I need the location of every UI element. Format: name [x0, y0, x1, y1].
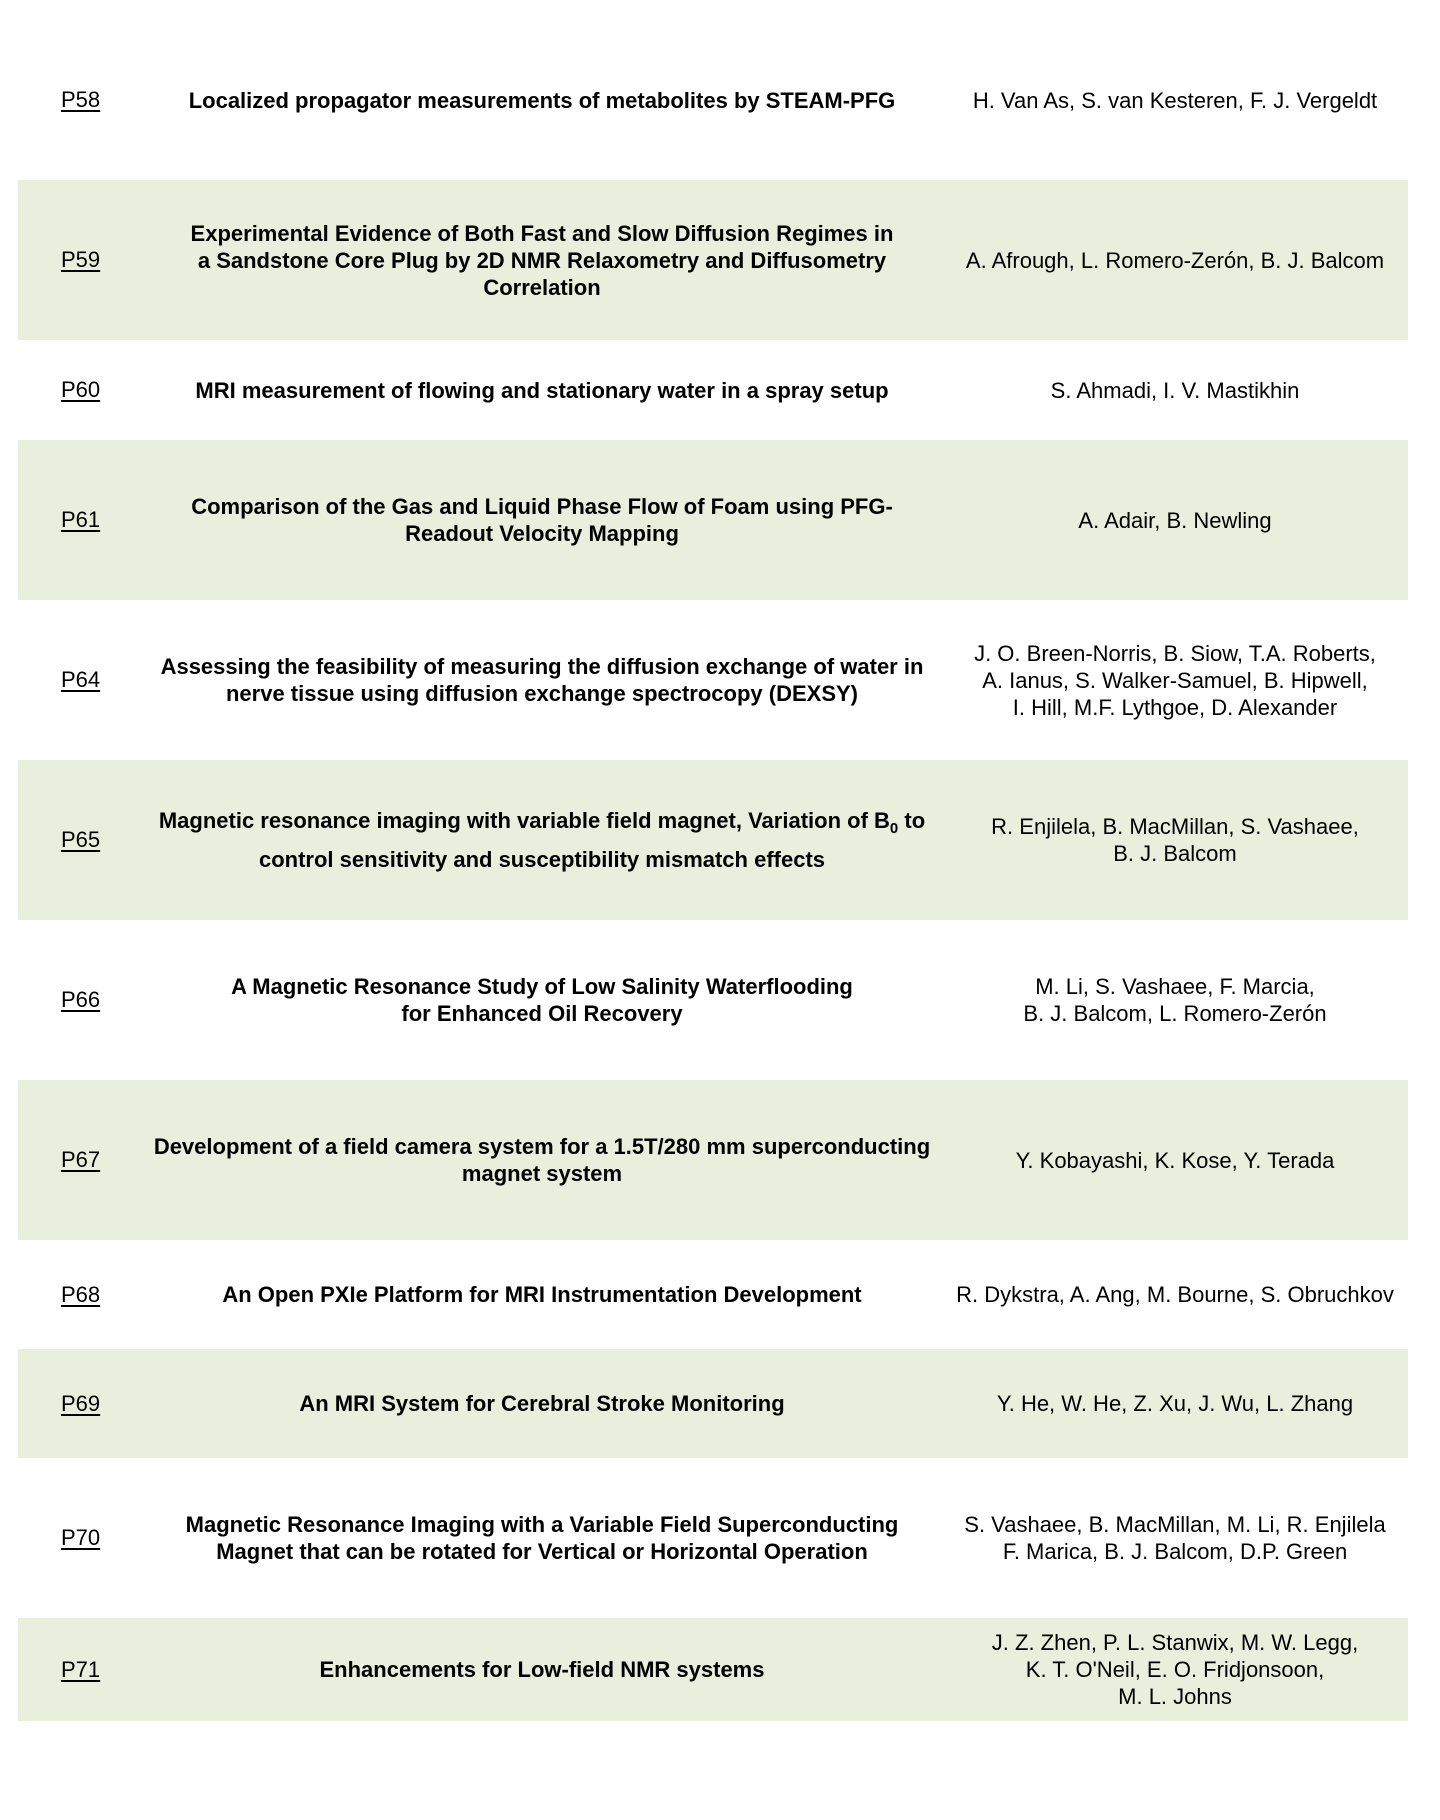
poster-authors-line: M. Li, S. Vashaee, F. Marcia,: [1035, 974, 1315, 999]
poster-table: [18, 20, 1408, 1721]
poster-authors-line: F. Marica, B. J. Balcom, D.P. Green: [1002, 1539, 1348, 1564]
table-row: [18, 180, 1408, 340]
poster-id-link[interactable]: P69: [61, 1390, 101, 1416]
poster-authors-line: R. Enjilela, B. MacMillan, S. Vashaee,: [991, 814, 1359, 839]
poster-title-line: A Magnetic Resonance Study of Low Salinity Waterflooding: [231, 974, 853, 999]
poster-title-line: Comparison of the Gas and Liquid Phase Flow of Foam using PFG-: [191, 494, 893, 519]
poster-id-link[interactable]: P71: [61, 1656, 101, 1682]
poster-title-text: Magnetic resonance imaging with variable field magnet, Variation of B: [158, 808, 890, 833]
poster-authors: [942, 1390, 1408, 1417]
poster-authors: [942, 1147, 1408, 1174]
poster-authors-line: Y. Kobayashi, K. Kose, Y. Terada: [1015, 1147, 1335, 1173]
poster-authors-line: A. Adair, B. Newling: [1078, 507, 1272, 533]
poster-id-link[interactable]: P59: [61, 247, 101, 272]
table-row: [18, 760, 1408, 920]
poster-title-line: Magnetic Resonance Imaging with a Variable Field Superconducting: [185, 1512, 899, 1537]
poster-title-line: magnet system: [461, 1161, 623, 1186]
table-row: [18, 20, 1408, 180]
poster-title: [142, 220, 942, 301]
poster-authors-line: M. L. Johns: [1118, 1684, 1232, 1709]
poster-title-line: Experimental Evidence of Both Fast and Slow Diffusion Regimes in: [190, 220, 894, 246]
poster-id-link[interactable]: P68: [61, 1281, 101, 1307]
poster-title-line: [142, 807, 942, 842]
poster-authors-line: I. Hill, M.F. Lythgoe, D. Alexander: [1012, 694, 1338, 720]
poster-id-link[interactable]: P65: [61, 827, 101, 852]
poster-title: [142, 1656, 942, 1683]
poster-authors-line: S. Ahmadi, I. V. Mastikhin: [1050, 377, 1300, 403]
poster-authors: [942, 973, 1408, 1027]
table-row: [18, 920, 1408, 1080]
poster-id-link[interactable]: P60: [61, 377, 101, 402]
poster-title-line: Magnet that can be rotated for Vertical or Horizontal Operation: [216, 1539, 868, 1564]
poster-authors-line: B. J. Balcom: [1113, 841, 1237, 866]
poster-title: [142, 1511, 942, 1565]
poster-authors: [942, 1511, 1408, 1565]
poster-title-line: control sensitivity and susceptibility mismatch effects: [258, 847, 826, 872]
poster-authors: [942, 1629, 1408, 1710]
table-row: [18, 440, 1408, 600]
poster-authors-line: R. Dykstra, A. Ang, M. Bourne, S. Obruchkov: [956, 1282, 1394, 1307]
poster-authors-line: J. O. Breen-Norris, B. Siow, T.A. Roberts,: [974, 640, 1376, 666]
poster-title-line: An Open PXIe Platform for MRI Instrumentation Development: [222, 1282, 862, 1307]
poster-authors-line: Y. He, W. He, Z. Xu, J. Wu, L. Zhang: [996, 1391, 1354, 1416]
table-row: [18, 1349, 1408, 1458]
table-row: [18, 1080, 1408, 1240]
poster-authors: [942, 813, 1408, 867]
poster-id-link[interactable]: P70: [61, 1525, 101, 1550]
poster-id-link[interactable]: P61: [61, 507, 101, 532]
poster-title-text: to: [898, 808, 926, 833]
poster-authors-line: B. J. Balcom, L. Romero-Zerón: [1023, 1001, 1327, 1026]
poster-title-line: Development of a field camera system for a 1.5T/280 mm superconducting: [153, 1134, 931, 1159]
table-row: [18, 1458, 1408, 1618]
poster-authors: [942, 247, 1408, 274]
poster-title-line: for Enhanced Oil Recovery: [401, 1001, 683, 1026]
table-row: [18, 600, 1408, 760]
poster-authors-line: S. Vashaee, B. MacMillan, M. Li, R. Enjilela: [964, 1512, 1386, 1537]
poster-id-link[interactable]: P64: [61, 667, 101, 692]
poster-title-line: Readout Velocity Mapping: [405, 521, 679, 546]
subscript-text: 0: [889, 820, 899, 837]
poster-authors: [942, 377, 1408, 404]
poster-authors: [942, 1281, 1408, 1308]
poster-title: [142, 377, 942, 404]
poster-title-line: Correlation: [483, 274, 601, 300]
poster-title-line: An MRI System for Cerebral Stroke Monitoring: [299, 1391, 785, 1416]
poster-id-link[interactable]: P67: [61, 1147, 101, 1172]
poster-authors: [942, 640, 1408, 721]
poster-title-line: Assessing the feasibility of measuring the diffusion exchange of water in: [160, 654, 924, 679]
poster-id-link[interactable]: P58: [61, 87, 101, 112]
poster-title: [142, 807, 942, 873]
poster-authors-line: A. Afrough, L. Romero-Zerón, B. J. Balcom: [965, 247, 1385, 273]
poster-authors-line: A. Ianus, S. Walker-Samuel, B. Hipwell,: [982, 667, 1368, 693]
poster-title-line: nerve tissue using diffusion exchange spectrocopy (DEXSY): [225, 681, 859, 706]
poster-id-link[interactable]: P66: [61, 987, 101, 1012]
poster-title: [142, 973, 942, 1027]
poster-authors-line: H. Van As, S. van Kesteren, F. J. Vergeldt: [972, 87, 1378, 113]
table-row: [18, 1618, 1408, 1721]
poster-authors: [942, 87, 1408, 114]
poster-title: [142, 87, 942, 114]
poster-title-line: Localized propagator measurements of metabolites by STEAM-PFG: [188, 87, 896, 113]
poster-title: [142, 1390, 942, 1417]
poster-authors-line: J. Z. Zhen, P. L. Stanwix, M. W. Legg,: [991, 1630, 1359, 1655]
table-row: [18, 1240, 1408, 1349]
poster-title-line: Enhancements for Low-field NMR systems: [319, 1657, 765, 1682]
poster-authors-line: K. T. O'Neil, E. O. Fridjonsoon,: [1025, 1657, 1325, 1682]
poster-title: [142, 1281, 942, 1308]
poster-title-line: a Sandstone Core Plug by 2D NMR Relaxometry and Diffusometry: [197, 247, 887, 273]
poster-title-line: MRI measurement of flowing and stationary water in a spray setup: [195, 377, 889, 403]
poster-authors: [942, 507, 1408, 534]
poster-title: [142, 653, 942, 707]
poster-title: [142, 1133, 942, 1187]
poster-title: [142, 493, 942, 547]
table-row: [18, 340, 1408, 440]
